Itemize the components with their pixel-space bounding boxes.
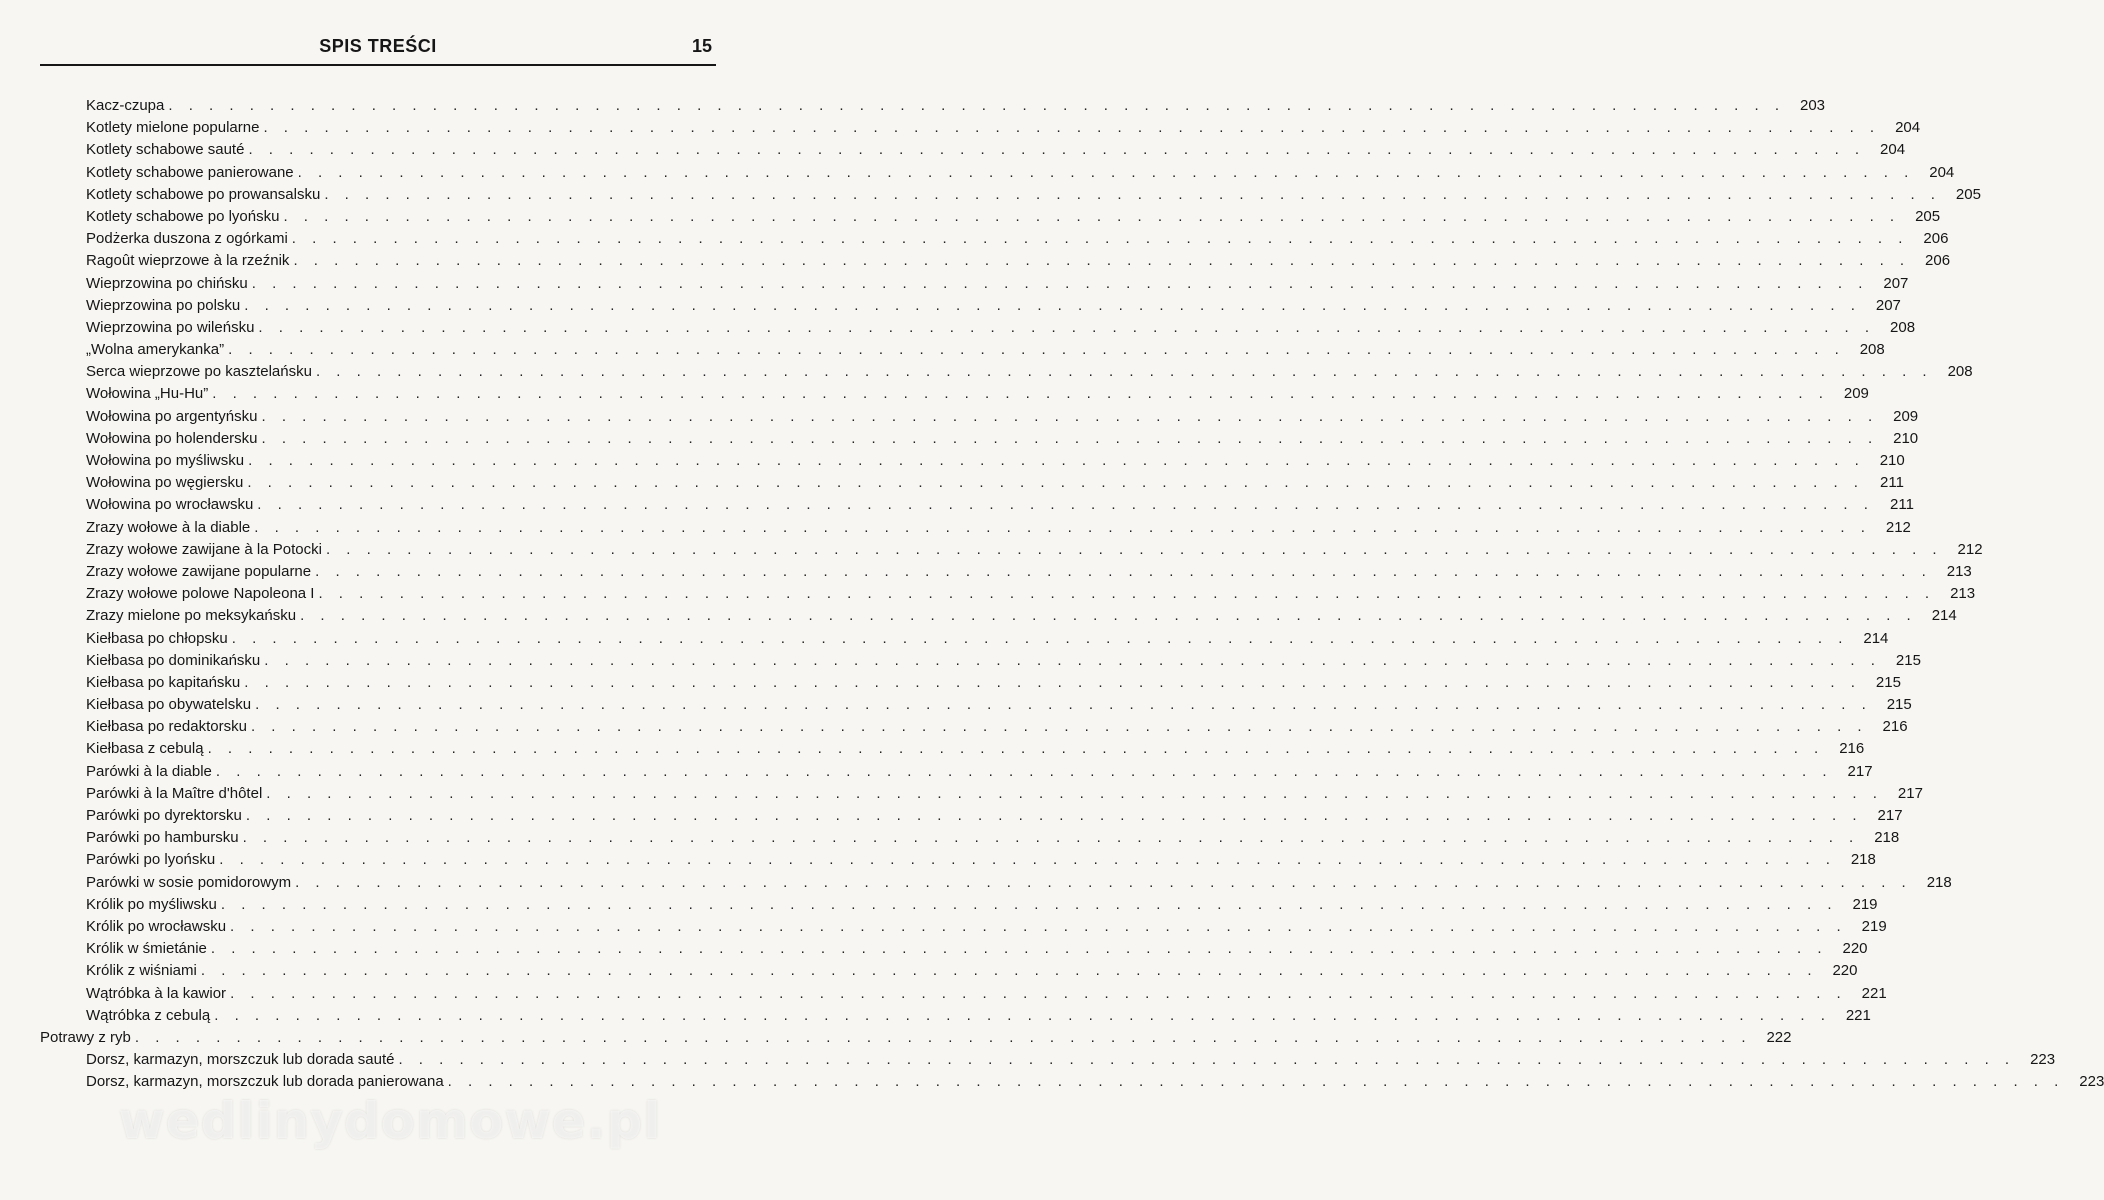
toc-entry-title: Wołowina po węgiersku [86, 474, 244, 492]
dot-leader: . . . . . . . . . . . . . . . . . . . . . . . . . . . . . . . . . . . . . . . . . . . . . . . . . . . . . . . . . . . . . . . . . . . . . . . . . . . . . . . . [244, 673, 1861, 691]
dot-leader: . . . . . . . . . . . . . . . . . . . . . . . . . . . . . . . . . . . . . . . . . . . . . . . . . . . . . . . . . . . . . . . . . . . . . . . . . . . . . . . . [258, 318, 1876, 336]
dot-leader: . . . . . . . . . . . . . . . . . . . . . . . . . . . . . . . . . . . . . . . . . . . . . . . . . . . . . . . . . . . . . . . . . . . . . . . . . . . . . . . . [250, 718, 1868, 736]
toc-entry-title: Parówki po lyońsku [86, 851, 216, 869]
dot-leader: . . . . . . . . . . . . . . . . . . . . . . . . . . . . . . . . . . . . . . . . . . . . . . . . . . . . . . . . . . . . . . . . . . . . . . . . . . . . . . . . [283, 207, 1901, 225]
toc-entry [40, 494, 1914, 516]
toc-entry-title: Wieprzowina po polsku [86, 296, 241, 314]
dot-leader: . . . . . . . . . . . . . . . . . . . . . . . . . . . . . . . . . . . . . . . . . . . . . . . . . . . . . . . . . . . . . . . . . . . . . . . . . . . . . . . . [168, 97, 1786, 114]
toc-entry-title: Dorsz, karmazyn, morszczuk lub dorada panierowana [86, 1073, 444, 1091]
dot-leader: . . . . . . . . . . . . . . . . . . . . . . . . . . . . . . . . . . . . . . . . . . . . . . . . . . . . . . . . . . . . . . . . . . . . . . . . . . . . . . . . [297, 163, 1915, 181]
toc-entry-title: Wątróbka z cebulą [86, 1006, 211, 1024]
toc-entry [40, 849, 1876, 871]
toc-entry [40, 517, 1911, 539]
toc-entry-page: 206 [1925, 252, 1951, 270]
toc-entry [40, 827, 1900, 849]
dot-leader: . . . . . . . . . . . . . . . . . . . . . . . . . . . . . . . . . . . . . . . . . . . . . . . . . . . . . . . . . . . . . . . . . . . . . . . . . . . . . . . . [219, 851, 1836, 869]
toc-entry [40, 339, 1885, 361]
toc-entry [40, 273, 1909, 295]
toc-entry-page: 203 [1799, 97, 1826, 114]
toc-entry-title: „Wolna amerykanka” [86, 341, 225, 359]
toc-entry-page: 212 [1957, 540, 1983, 558]
dot-leader: . . . . . . . . . . . . . . . . . . . . . . . . . . . . . . . . . . . . . . . . . . . . . . . . . . . . . . . . . . . . . . . . . . . . . . . . . . . . . . . . [398, 1051, 2016, 1069]
toc-entry-page: 221 [1845, 1006, 1871, 1024]
toc-entry [40, 406, 1919, 428]
toc-entry-title: Wołowina „Hu-Hu” [86, 385, 209, 403]
toc-entry-title: Królik po myśliwsku [86, 895, 217, 913]
dot-leader: . . . . . . . . . . . . . . . . . . . . . . . . . . . . . . . . . . . . . . . . . . . . . . . . . . . . . . . . . . . . . . . . . . . . . . . . . . . . . . . . [251, 274, 1869, 292]
dot-leader: . . . . . . . . . . . . . . . . . . . . . . . . . . . . . . . . . . . . . . . . . . . . . . . . . . . . . . . . . . . . . . . . . . . . . . . . . . . . . . . . [318, 585, 1936, 603]
dot-leader: . . . . . . . . . . . . . . . . . . . . . . . . . . . . . . . . . . . . . . . . . . . . . . . . . . . . . . . . . . . . . . . . . . . . . . . . . . . . . . . . [231, 629, 1849, 647]
toc-entry [40, 716, 1908, 738]
toc-entry [40, 228, 1949, 250]
toc-entry-page: 213 [1950, 585, 1976, 603]
toc-entry [40, 1049, 2056, 1071]
page-header [40, 34, 716, 66]
toc-entry-title: Wołowina po wrocławsku [86, 496, 254, 514]
dot-leader: . . . . . . . . . . . . . . . . . . . . . . . . . . . . . . . . . . . . . . . . . . . . . . . . . . . . . . . . . . . . . . . . . . . . . . . . . . . . . . . . [244, 296, 1861, 314]
dot-leader: . . . . . . . . . . . . . . . . . . . . . . . . . . . . . . . . . . . . . . . . . . . . . . . . . . . . . . . . . . . . . . . . . . . . . . . . . . . . . . . . [293, 252, 1911, 270]
dot-leader: . . . . . . . . . . . . . . . . . . . . . . . . . . . . . . . . . . . . . . . . . . . . . . . . . . . . . . . . . . . . . . . . . . . . . . . . . . . . . . . . [254, 518, 1871, 536]
toc-entry-title: Ragoût wieprzowe à la rzeźnik [86, 252, 290, 270]
dot-leader: . . . . . . . . . . . . . . . . . . . . . . . . . . . . . . . . . . . . . . . . . . . . . . . . . . . . . . . . . . . . . . . . . . . . . . . . . . . . . . . . [248, 141, 1866, 159]
toc-entry-title: Wieprzowina po wileńsku [86, 318, 255, 336]
toc-entry-title: Zrazy wołowe polowe Napoleona I [86, 585, 315, 603]
toc-entry [40, 783, 1923, 805]
toc-entry-page: 219 [1861, 917, 1887, 935]
toc-entry-page: 215 [1886, 696, 1912, 714]
toc-entry-page: 222 [1766, 1028, 1792, 1046]
toc-entry [40, 317, 1916, 339]
toc-entry [40, 450, 1905, 472]
dot-leader: . . . . . . . . . . . . . . . . . . . . . . . . . . . . . . . . . . . . . . . . . . . . . . . . . . . . . . . . . . . . . . . . . . . . . . . . . . . . . . . . [207, 740, 1825, 758]
toc-entry-title: Potrawy z ryb [40, 1028, 131, 1046]
toc-entry-page: 204 [1929, 163, 1955, 181]
dot-leader: . . . . . . . . . . . . . . . . . . . . . . . . . . . . . . . . . . . . . . . . . . . . . . . . . . . . . . . . . . . . . . . . . . . . . . . . . . . . . . . . [212, 385, 1829, 403]
toc-entry-title: Kotlety schabowe po prowansalsku [86, 185, 321, 203]
toc-entry-title: Parówki po hambursku [86, 829, 239, 847]
toc-entry-page: 210 [1893, 429, 1919, 447]
toc-entry-page: 204 [1880, 141, 1906, 159]
toc-entry-page: 218 [1926, 873, 1952, 891]
toc-entry [40, 250, 1951, 272]
toc-entry-page: 217 [1877, 807, 1903, 824]
dot-leader: . . . . . . . . . . . . . . . . . . . . . . . . . . . . . . . . . . . . . . . . . . . . . . . . . . . . . . . . . . . . . . . . . . . . . . . . . . . . . . . . [210, 940, 1828, 958]
toc-entry-page: 217 [1897, 784, 1923, 802]
toc-entry-title: Parówki po dyrektorsku [86, 807, 242, 824]
dot-leader: . . . . . . . . . . . . . . . . . . . . . . . . . . . . . . . . . . . . . . . . . . . . . . . . . . . . . . . . . . . . . . . . . . . . . . . . . . . . . . . . [315, 562, 1932, 580]
toc-entry [40, 872, 1952, 894]
toc-entry-title: Kiełbasa z cebulą [86, 740, 204, 758]
toc-entry [40, 1027, 1792, 1049]
toc-entry-page: 205 [1915, 207, 1941, 225]
toc-entry-title: Wołowina po myśliwsku [86, 452, 245, 469]
toc-entry-title: Kiełbasa po dominikańsku [86, 651, 261, 669]
dot-leader: . . . . . . . . . . . . . . . . . . . . . . . . . . . . . . . . . . . . . . . . . . . . . . . . . . . . . . . . . . . . . . . . . . . . . . . . . . . . . . . . [261, 429, 1879, 447]
toc-entry-title: Wołowina po argentyńsku [86, 407, 258, 425]
dot-leader: . . . . . . . . . . . . . . . . . . . . . . . . . . . . . . . . . . . . . . . . . . . . . . . . . . . . . . . . . . . . . . . . . . . . . . . . . . . . . . . . [266, 784, 1883, 802]
dot-leader: . . . . . . . . . . . . . . . . . . . . . . . . . . . . . . . . . . . . . . . . . . . . . . . . . . . . . . . . . . . . . . . . . . . . . . . . . . . . . . . . [261, 407, 1879, 425]
toc-entry [40, 117, 1921, 139]
toc-entry [40, 95, 1826, 117]
toc-entry-page: 219 [1852, 895, 1878, 913]
toc-entry [40, 983, 1887, 1005]
toc-entry-title: Kotlety schabowe sauté [86, 141, 245, 159]
toc-entry [40, 139, 1906, 161]
toc-entry-page: 208 [1890, 318, 1916, 336]
dot-leader: . . . . . . . . . . . . . . . . . . . . . . . . . . . . . . . . . . . . . . . . . . . . . . . . . . . . . . . . . . . . . . . . . . . . . . . . . . . . . . . . [300, 607, 1917, 625]
toc-entry [40, 628, 1889, 650]
toc-entry [40, 761, 1873, 783]
dot-leader: . . . . . . . . . . . . . . . . . . . . . . . . . . . . . . . . . . . . . . . . . . . . . . . . . . . . . . . . . . . . . . . . . . . . . . . . . . . . . . . . [295, 873, 1912, 891]
toc-entry-page: 209 [1843, 385, 1869, 403]
toc-entry-title: Kotlety schabowe panierowane [86, 163, 294, 181]
toc-entry-title: Kotlety mielone popularne [86, 119, 260, 137]
toc-entry-title: Królik z wiśniami [86, 962, 197, 980]
toc-entry-page: 218 [1850, 851, 1876, 869]
toc-entry-page: 210 [1879, 452, 1905, 469]
toc-entry-page: 211 [1890, 496, 1914, 514]
toc-entry-title: Zrazy wołowe à la diable [86, 518, 251, 536]
dot-leader: . . . . . . . . . . . . . . . . . . . . . . . . . . . . . . . . . . . . . . . . . . . . . . . . . . . . . . . . . . . . . . . . . . . . . . . . . . . . . . . . [242, 829, 1860, 847]
toc-entry [40, 650, 1921, 672]
toc-entry [40, 361, 1973, 383]
toc-entry-page: 214 [1863, 629, 1889, 647]
toc-entry-page: 221 [1861, 984, 1887, 1002]
dot-leader: . . . . . . . . . . . . . . . . . . . . . . . . . . . . . . . . . . . . . . . . . . . . . . . . . . . . . . . . . . . . . . . . . . . . . . . . . . . . . . . . [215, 762, 1833, 780]
toc-entry-title: Parówki w sosie pomidorowym [86, 873, 292, 891]
toc-entry [40, 694, 1912, 716]
toc-entry [40, 738, 1865, 760]
table-of-contents [40, 95, 2104, 1093]
toc-entry-page: 207 [1875, 296, 1901, 314]
dot-leader: . . . . . . . . . . . . . . . . . . . . . . . . . . . . . . . . . . . . . . . . . . . . . . . . . . . . . . . . . . . . . . . . . . . . . . . . . . . . . . . . [228, 341, 1845, 359]
dot-leader: . . . . . . . . . . . . . . . . . . . . . . . . . . . . . . . . . . . . . . . . . . . . . . . . . . . . . . . . . . . . . . . . . . . . . . . . . . . . . . . . [245, 807, 1863, 824]
toc-entry-page: 208 [1859, 341, 1885, 359]
toc-entry-page: 208 [1947, 363, 1973, 381]
toc-entry [40, 561, 1972, 583]
toc-entry [40, 206, 1941, 228]
dot-leader: . . . . . . . . . . . . . . . . . . . . . . . . . . . . . . . . . . . . . . . . . . . . . . . . . . . . . . . . . . . . . . . . . . . . . . . . . . . . . . . . [220, 895, 1838, 913]
toc-entry-title: Serca wieprzowe po kasztelańsku [86, 363, 312, 381]
toc-entry [40, 472, 1904, 494]
toc-entry [40, 295, 1901, 317]
dot-leader: . . . . . . . . . . . . . . . . . . . . . . . . . . . . . . . . . . . . . . . . . . . . . . . . . . . . . . . . . . . . . . . . . . . . . . . . . . . . . . . . [325, 540, 1943, 558]
dot-leader: . . . . . . . . . . . . . . . . . . . . . . . . . . . . . . . . . . . . . . . . . . . . . . . . . . . . . . . . . . . . . . . . . . . . . . . . . . . . . . . . [263, 119, 1881, 137]
toc-entry [40, 184, 1981, 206]
toc-entry-page: 204 [1895, 119, 1921, 137]
toc-entry [40, 672, 1901, 694]
toc-entry-page: 206 [1923, 230, 1949, 248]
toc-entry-page: 212 [1885, 518, 1911, 536]
toc-entry-title: Zrazy wołowe zawijane à la Potocki [86, 540, 322, 558]
toc-entry [40, 916, 1887, 938]
toc-entry [40, 1071, 2104, 1093]
toc-entry-title: Wątróbka à la kawior [86, 984, 227, 1002]
toc-entry-page: 220 [1832, 962, 1858, 980]
dot-leader: . . . . . . . . . . . . . . . . . . . . . . . . . . . . . . . . . . . . . . . . . . . . . . . . . . . . . . . . . . . . . . . . . . . . . . . . . . . . . . . . [255, 696, 1872, 714]
toc-entry-title: Królik w śmietánie [86, 940, 207, 958]
toc-entry [40, 605, 1957, 627]
toc-entry-title: Kiełbasa po chłopsku [86, 629, 228, 647]
toc-entry [40, 539, 1983, 561]
toc-entry-page: 220 [1842, 940, 1868, 958]
toc-entry-page: 215 [1875, 673, 1901, 691]
dot-leader: . . . . . . . . . . . . . . . . . . . . . . . . . . . . . . . . . . . . . . . . . . . . . . . . . . . . . . . . . . . . . . . . . . . . . . . . . . . . . . . . [230, 984, 1847, 1002]
toc-entry-page: 215 [1895, 651, 1921, 669]
toc-entry [40, 894, 1878, 916]
toc-entry-title: Podżerka duszona z ogórkami [86, 230, 288, 248]
toc-entry [40, 162, 1955, 184]
toc-entry-page: 207 [1883, 274, 1909, 292]
toc-entry-page: 218 [1874, 829, 1900, 847]
page-title: SPIS TREŚCI [319, 36, 437, 56]
dot-leader: . . . . . . . . . . . . . . . . . . . . . . . . . . . . . . . . . . . . . . . . . . . . . . . . . . . . . . . . . . . . . . . . . . . . . . . . . . . . . . . . [257, 496, 1874, 514]
toc-entry-title: Wieprzowina po chińsku [86, 274, 248, 292]
toc-entry-title: Parówki à la Maître d'hôtel [86, 784, 263, 802]
toc-entry-title: Kiełbasa po redaktorsku [86, 718, 247, 736]
toc-entry [40, 938, 1868, 960]
toc-entry-page: 205 [1955, 185, 1981, 203]
toc-entry-page: 223 [2079, 1073, 2104, 1091]
dot-leader: . . . . . . . . . . . . . . . . . . . . . . . . . . . . . . . . . . . . . . . . . . . . . . . . . . . . . . . . . . . . . . . . . . . . . . . . . . . . . . . . [248, 452, 1865, 469]
toc-entry-title: Kotlety schabowe po lyońsku [86, 207, 280, 225]
dot-leader: . . . . . . . . . . . . . . . . . . . . . . . . . . . . . . . . . . . . . . . . . . . . . . . . . . . . . . . . . . . . . . . . . . . . . . . . . . . . . . . . [315, 363, 1933, 381]
toc-entry-title: Kiełbasa po kapitańsku [86, 673, 241, 691]
dot-leader: . . . . . . . . . . . . . . . . . . . . . . . . . . . . . . . . . . . . . . . . . . . . . . . . . . . . . . . . . . . . . . . . . . . . . . . . . . . . . . . . [134, 1028, 1752, 1046]
watermark: wedlinydomowe.pl [118, 1092, 662, 1150]
dot-leader: . . . . . . . . . . . . . . . . . . . . . . . . . . . . . . . . . . . . . . . . . . . . . . . . . . . . . . . . . . . . . . . . . . . . . . . . . . . . . . . . [447, 1073, 2065, 1091]
toc-entry [40, 805, 1903, 827]
page-number: 15 [691, 36, 712, 56]
toc-entry [40, 428, 1919, 450]
toc-entry-title: Kacz-czupa [86, 97, 165, 114]
toc-entry-page: 213 [1946, 562, 1972, 580]
dot-leader: . . . . . . . . . . . . . . . . . . . . . . . . . . . . . . . . . . . . . . . . . . . . . . . . . . . . . . . . . . . . . . . . . . . . . . . . . . . . . . . . [230, 917, 1847, 935]
dot-leader: . . . . . . . . . . . . . . . . . . . . . . . . . . . . . . . . . . . . . . . . . . . . . . . . . . . . . . . . . . . . . . . . . . . . . . . . . . . . . . . . [264, 651, 1881, 669]
toc-entry [40, 383, 1869, 405]
toc-entry-page: 217 [1847, 762, 1873, 780]
toc-entry-page: 214 [1931, 607, 1957, 625]
toc-entry-title: Królik po wrocławsku [86, 917, 227, 935]
toc-entry-title: Wołowina po holendersku [86, 429, 258, 447]
toc-entry-title: Dorsz, karmazyn, morszczuk lub dorada sauté [86, 1051, 395, 1069]
toc-entry [40, 1005, 1871, 1027]
dot-leader: . . . . . . . . . . . . . . . . . . . . . . . . . . . . . . . . . . . . . . . . . . . . . . . . . . . . . . . . . . . . . . . . . . . . . . . . . . . . . . . . [291, 230, 1909, 248]
toc-entry-page: 216 [1839, 740, 1865, 758]
toc-entry-page: 209 [1893, 407, 1919, 425]
toc-entry-page: 216 [1882, 718, 1908, 736]
dot-leader: . . . . . . . . . . . . . . . . . . . . . . . . . . . . . . . . . . . . . . . . . . . . . . . . . . . . . . . . . . . . . . . . . . . . . . . . . . . . . . . . [324, 185, 1941, 203]
toc-entry [40, 960, 1858, 982]
toc-entry-title: Kiełbasa po obywatelsku [86, 696, 252, 714]
toc-entry-title: Parówki à la diable [86, 762, 212, 780]
toc-entry-page: 223 [2030, 1051, 2056, 1069]
dot-leader: . . . . . . . . . . . . . . . . . . . . . . . . . . . . . . . . . . . . . . . . . . . . . . . . . . . . . . . . . . . . . . . . . . . . . . . . . . . . . . . . [200, 962, 1818, 980]
toc-entry-title: Zrazy mielone po meksykańsku [86, 607, 297, 625]
dot-leader: . . . . . . . . . . . . . . . . . . . . . . . . . . . . . . . . . . . . . . . . . . . . . . . . . . . . . . . . . . . . . . . . . . . . . . . . . . . . . . . . [247, 474, 1864, 492]
toc-entry-title: Zrazy wołowe zawijane popularne [86, 562, 312, 580]
toc-entry [40, 583, 1976, 605]
dot-leader: . . . . . . . . . . . . . . . . . . . . . . . . . . . . . . . . . . . . . . . . . . . . . . . . . . . . . . . . . . . . . . . . . . . . . . . . . . . . . . . . [214, 1006, 1831, 1024]
toc-entry-page: 211 [1880, 474, 1904, 492]
